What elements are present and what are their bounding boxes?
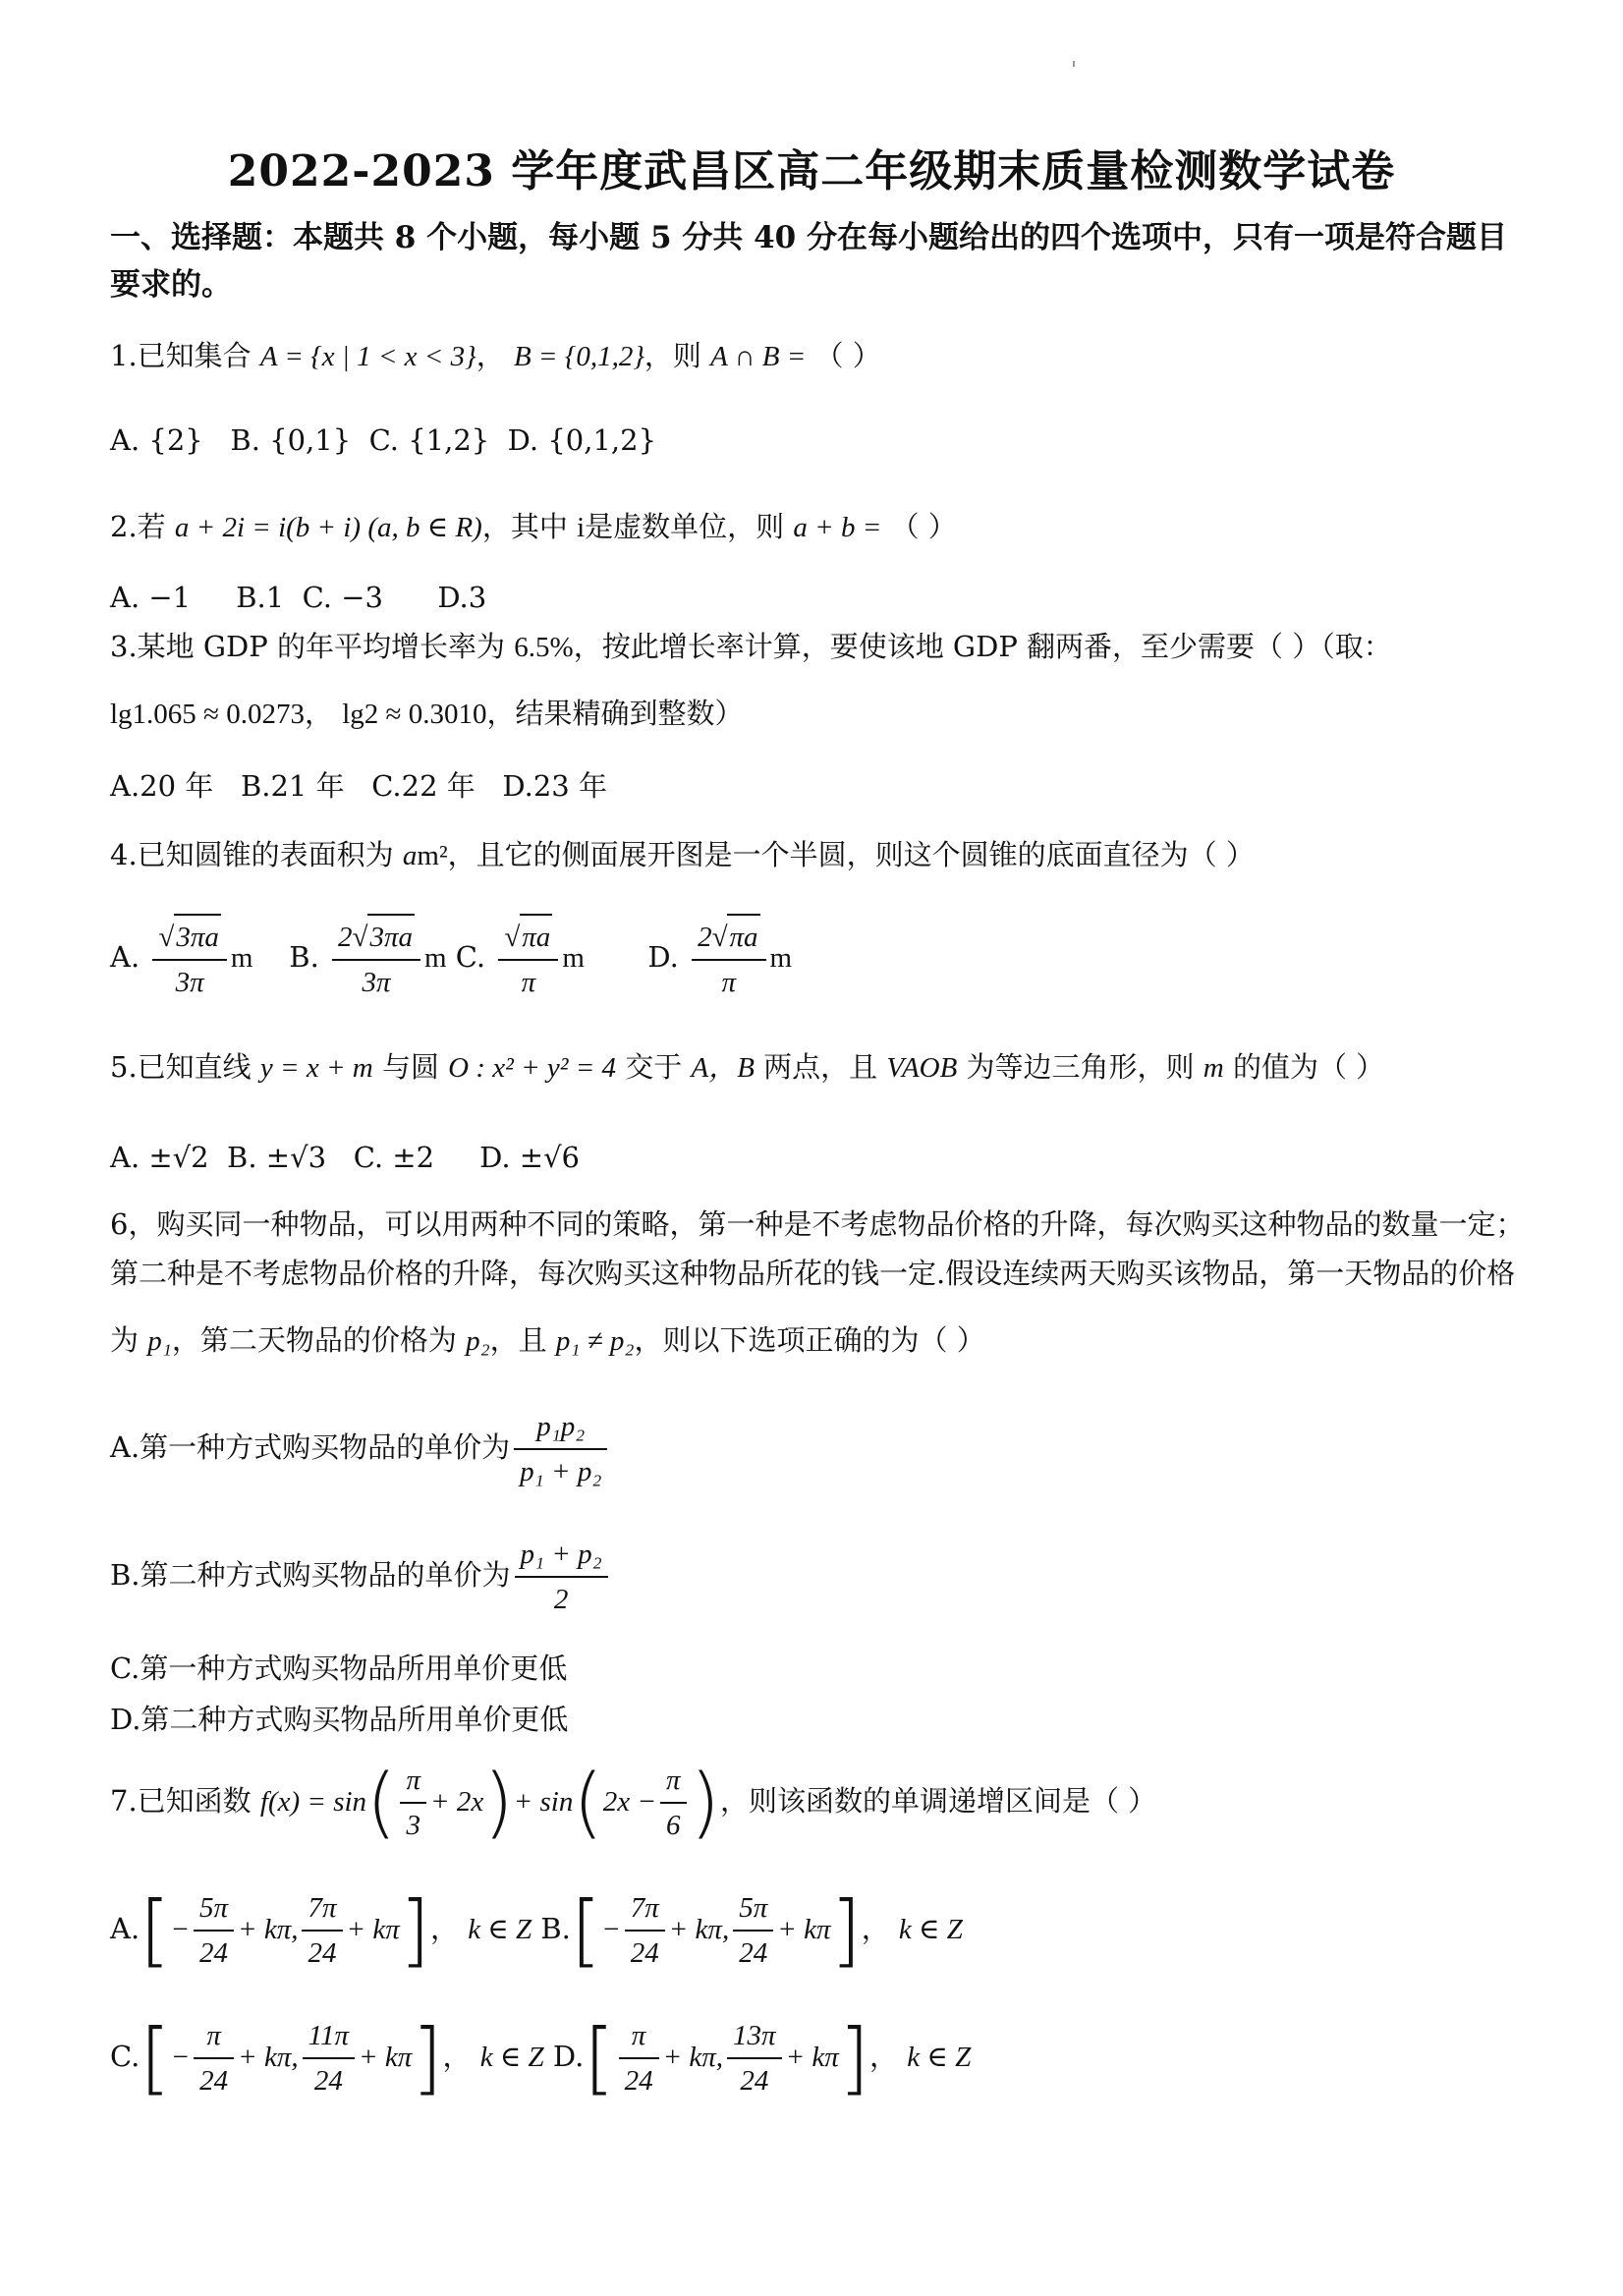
q6-p2: p₂ (466, 1325, 490, 1357)
q7-d-kpi: + kπ, (662, 2042, 724, 2073)
q5-option-d: D. ±√6 (479, 1141, 581, 1174)
question-2 (110, 507, 957, 547)
q4-d-label: D. (647, 940, 679, 974)
q7-c-frac-1 (194, 2014, 234, 2102)
q2-option-b: B.1 (236, 581, 285, 614)
q3-line1b: ，按此增长率计算，要使该地 GDP 翻两番，至少需要（ ）（取： (573, 630, 1392, 663)
q7-a-kpi: + kπ, (238, 1914, 299, 1945)
q2-tail: （ ） (890, 510, 957, 543)
q6-b-frac (515, 1533, 608, 1621)
q7-a-n2: 7π (302, 1886, 342, 1932)
q5-options (110, 1138, 580, 1177)
q7-d-kpi2: + kπ (785, 2042, 839, 2073)
q3-options (110, 766, 607, 806)
q6-p1: p₁ (147, 1325, 172, 1357)
q4-d-rad: πa (727, 914, 759, 959)
q5-prefix: 5.已知直线 (110, 1050, 252, 1084)
q7-a-label: A. (110, 1912, 140, 1945)
q7-b-kpi: + kπ, (668, 1914, 730, 1945)
q6-neq: p₁ ≠ p₂ (555, 1325, 635, 1357)
q4-c-den: π (521, 967, 536, 998)
question-6-line-1: 6，购买同一种物品，可以用两种不同的策略，第一种是不考虑物品价格的升降，每次购买这种物品的数量一定； (110, 1207, 1525, 1241)
question-6-line-2: 第二种是不考虑物品价格的升降，每次购买这种物品所花的钱一定.假设连续两天购买该物品，第一天物品的价格 (110, 1257, 1516, 1290)
q2-mid2: 是虚数单位，则 (585, 510, 785, 543)
q6-a-frac (514, 1405, 607, 1493)
q7-c-d1: 24 (199, 2065, 229, 2097)
q4-prefix: 4.已知圆锥的表面积为 (110, 838, 394, 871)
q3-line1: 3.某地 GDP 的年平均增长率为 (110, 630, 506, 663)
q7-c-n1: π (194, 2014, 234, 2059)
q1-option-c: C. {1,2} (368, 423, 490, 457)
q7-frac-1 (400, 1759, 426, 1847)
q4-unit: m² (417, 840, 448, 871)
q4-a-rad: 3πa (174, 914, 221, 959)
q6-option-b (110, 1533, 612, 1621)
q7-option-a: A.[− $\frac{5\pi}{24}$ + kπ, $\frac{7\pi}{24}$ + kπ]， k ∈ Z (110, 1884, 532, 1976)
q1-sep: ， (476, 339, 505, 372)
q6-line3c: ，且 (489, 1323, 547, 1357)
q1-tail: （ ） (814, 339, 881, 372)
q3-option-c: C.22 年 (371, 769, 476, 803)
q7-f2-num: π (660, 1759, 687, 1804)
q7-option-c: C.[− $\frac{\pi}{24}$ + kπ, $\frac{11\pi}{24}$ + kπ]， k ∈ Z (110, 2012, 544, 2103)
q1-option-b: B. {0,1} (230, 423, 352, 457)
q5-mid: 与圆 (381, 1050, 439, 1084)
q4-options (110, 914, 792, 1004)
q4-b-unit: m (423, 942, 447, 974)
q7-a-frac-1 (194, 1886, 234, 1975)
q4-area: a (402, 840, 418, 871)
q1-option-a: A. {2} (110, 423, 203, 457)
q7-b-label: B. (540, 1912, 571, 1945)
q7-d-n1: π (619, 2014, 659, 2059)
question-3-line-2 (110, 694, 743, 734)
q3-sep: ， (304, 697, 333, 730)
q7-a-n1: 5π (194, 1886, 234, 1932)
q3-line2b: ，结果精确到整数） (486, 697, 744, 730)
q4-d-coef: 2 (698, 922, 712, 953)
q4-d-frac: $\frac{2√\pi a}{\pi}$ (692, 914, 765, 1004)
q7-f1-den: 3 (406, 1810, 420, 1841)
q2-option-c: C. −3 (302, 581, 383, 614)
q7-c-kpi2: + kπ (359, 2042, 413, 2073)
q2-expr: a + 2i = i(b + i) (a, b ∈ R) (174, 512, 482, 543)
q5-mid2: 交于 (625, 1050, 683, 1084)
q7-options-row-2 (110, 2014, 971, 2102)
q7-b-d1: 24 (630, 1937, 659, 1969)
q5-option-c: C. ±2 (353, 1141, 435, 1174)
q5-line-eq: y = x + m (259, 1052, 373, 1084)
q7-d-rbracket: ] (838, 2012, 870, 2103)
q7-d-d1: 24 (624, 2065, 653, 2097)
q5-option-a: A. ±√2 (110, 1141, 209, 1174)
q7-c-d2: 24 (313, 2065, 343, 2097)
q4-c-rad: πa (520, 914, 552, 959)
q7-a-kpi2: + kπ (346, 1914, 400, 1945)
q7-f2-head: 2x − (602, 1786, 656, 1818)
q7-b-frac-1 (625, 1886, 665, 1975)
q7-d-n2: 13π (727, 2014, 782, 2059)
question-3-line-1 (110, 627, 1392, 667)
q1-expr: A ∩ B = (710, 341, 807, 372)
q4-b-rad: 3πa (367, 914, 415, 959)
q7-c-kz: k ∈ Z (479, 2042, 544, 2073)
q2-expr2: a + b = (793, 512, 882, 543)
q4-c-frac: $\frac{√\pi a}{\pi}$ (498, 914, 558, 1004)
q7-d-d2: 24 (740, 2065, 769, 2097)
q1-option-d: D. {0,1,2} (507, 423, 657, 457)
q7-lparen-1: ( (366, 1759, 397, 1847)
q4-b-label: B. (289, 940, 319, 974)
q4-c-unit: m (562, 942, 585, 974)
q1-set-b: B = {0,1,2} (513, 341, 644, 372)
q7-rparen-1: ) (483, 1759, 514, 1847)
q7-prefix: 7.已知函数 (110, 1784, 252, 1818)
q6-line3b: ，第二天物品的价格为 (171, 1323, 457, 1357)
q7-d-lbracket: [ (584, 2012, 615, 2103)
q7-c-frac-2 (303, 2014, 355, 2102)
q2-i: i (577, 512, 586, 543)
q7-f2-den: 6 (665, 1810, 681, 1841)
q7-b-lbracket: [ (570, 1884, 602, 1976)
q7-rparen-2: ) (690, 1759, 720, 1847)
q5-option-b: B. ±√3 (227, 1141, 327, 1174)
q5-triangle: VAOB (886, 1052, 958, 1084)
q4-tail: ，且它的侧面展开图是一个半圆，则这个圆锥的底面直径为（ ） (447, 838, 1255, 871)
q4-b-coef: 2 (338, 922, 353, 953)
q2-option-a: A. −1 (110, 581, 192, 614)
q7-d-label: D. (552, 2040, 585, 2073)
question-5 (110, 1047, 1384, 1088)
q3-lg1: lg1.065 ≈ 0.0273 (110, 699, 305, 730)
q4-c-label: C. (455, 940, 486, 974)
scan-mark (1073, 61, 1075, 67)
q7-a-lbracket: [ (140, 1884, 171, 1976)
question-6-line-3 (110, 1320, 985, 1361)
q7-b-rbracket: ] (830, 1884, 862, 1976)
q6-line3a: 为 (110, 1323, 140, 1357)
q7-b-kz: k ∈ Z (898, 1914, 963, 1945)
section-heading: 一、选择题：本题共 8 个小题，每小题 5 分共 40 分在每小题给出的四个选项中，只有一项是符合题目要求的。 (110, 220, 1508, 303)
q7-option-b: B.[− $\frac{7\pi}{24}$ + kπ, $\frac{5\pi}{24}$ + kπ]， k ∈ Z (540, 1884, 963, 1976)
q4-a-den: 3π (175, 967, 204, 998)
q7-d-frac-1 (619, 2014, 659, 2102)
q6-b-text: B.第二种方式购买物品的单价为 (110, 1558, 511, 1592)
q5-m: m (1203, 1052, 1224, 1084)
question-7 (110, 1759, 1156, 1847)
q1-prefix: 1.已知集合 (110, 339, 252, 372)
q7-d-frac-2 (727, 2014, 782, 2102)
q7-option-d: D.[ $\frac{\pi}{24}$ + kπ, $\frac{13\pi}{24}$ + kπ]， k ∈ Z (552, 2012, 972, 2103)
question-1 (110, 336, 881, 376)
q7-a-frac-2 (302, 1886, 342, 1975)
q7-c-sign: − (170, 2042, 191, 2073)
q7-a-rbracket: ] (399, 1884, 430, 1976)
q4-d-unit: m (769, 942, 793, 974)
q3-option-b: B.21 年 (240, 769, 345, 803)
q7-plus-sin: + sin (513, 1786, 574, 1818)
q2-options (110, 578, 486, 617)
q7-f1-num: π (400, 1759, 426, 1804)
q5-circle-eq: O : x² + y² = 4 (448, 1052, 617, 1084)
q5-tail: 的值为（ ） (1232, 1050, 1385, 1084)
q1-options (110, 420, 656, 460)
q4-b-den: 3π (362, 967, 391, 998)
q3-option-a: A.20 年 (110, 769, 214, 803)
q6-b-num: p₁ + p₂ (515, 1533, 608, 1578)
q7-lparen-2: ( (573, 1759, 603, 1847)
q4-a-frac: $\frac{√3\pi a}{3\pi}$ (152, 914, 226, 1004)
q6-option-d: D.第二种方式购买物品所用单价更低 (110, 1703, 569, 1736)
q2-option-d: D.3 (437, 581, 487, 614)
q7-c-lbracket: [ (140, 2012, 171, 2103)
q7-options-row-1 (110, 1886, 963, 1975)
q5-points: A，B (691, 1052, 755, 1084)
q7-a-d1: 24 (198, 1937, 228, 1969)
q4-a-label: A. (110, 940, 140, 974)
q7-c-rbracket: ] (412, 2012, 443, 2103)
q5-mid3: 两点，且 (763, 1050, 878, 1084)
q7-fx: f(x) = sin (259, 1786, 367, 1818)
q7-a-sign: − (170, 1914, 190, 1945)
q7-tail: ，则该函数的单调递增区间是（ ） (719, 1784, 1157, 1818)
q3-option-d: D.23 年 (502, 769, 607, 803)
q1-set-a: A = {x | 1 < x < 3} (259, 341, 476, 372)
q7-c-n2: 11π (303, 2014, 355, 2059)
q7-b-d2: 24 (739, 1937, 768, 1969)
q6-option-c: C.第一种方式购买物品所用单价更低 (110, 1652, 568, 1685)
q7-a-d2: 24 (308, 1937, 337, 1969)
page-title: 2022-2023 学年度武昌区高二年级期末质量检测数学试卷 (227, 146, 1396, 196)
q7-b-frac-2 (733, 1886, 773, 1975)
q6-b-den: 2 (553, 1584, 569, 1615)
q6-option-a (110, 1405, 611, 1493)
question-4 (110, 835, 1255, 875)
q7-b-sign: − (601, 1914, 621, 1945)
q6-a-num: p₁p₂ (514, 1405, 607, 1450)
q7-frac-2 (660, 1759, 687, 1847)
q5-mid4: 为等边三角形，则 (966, 1050, 1195, 1084)
q6-a-text: A.第一种方式购买物品的单价为 (110, 1430, 511, 1464)
q7-a-kz: k ∈ Z (468, 1914, 532, 1945)
q4-a-unit: m (230, 942, 253, 974)
q3-rate: 6.5% (514, 632, 574, 663)
q1-mid: ，则 (644, 339, 701, 372)
q3-lg2: lg2 ≈ 0.3010 (342, 699, 487, 730)
q4-d-den: π (721, 967, 737, 998)
q7-c-label: C. (110, 2040, 140, 2073)
q7-f1-tail: + 2x (430, 1786, 484, 1818)
q7-b-n1: 7π (625, 1886, 665, 1932)
q7-d-kz: k ∈ Z (907, 2042, 972, 2073)
q4-b-frac: $\frac{2√3\pi a}{3\pi}$ (332, 914, 420, 1004)
q6-line3d: ，则以下选项正确的为（ ） (634, 1323, 985, 1357)
q6-a-den: p₁ + p₂ (520, 1456, 602, 1487)
q7-c-kpi: + kπ, (238, 2042, 299, 2073)
q2-mid: ，其中 (481, 510, 568, 543)
q7-b-kpi2: + kπ (777, 1914, 831, 1945)
q7-b-n2: 5π (733, 1886, 773, 1932)
q2-prefix: 2.若 (110, 510, 166, 543)
